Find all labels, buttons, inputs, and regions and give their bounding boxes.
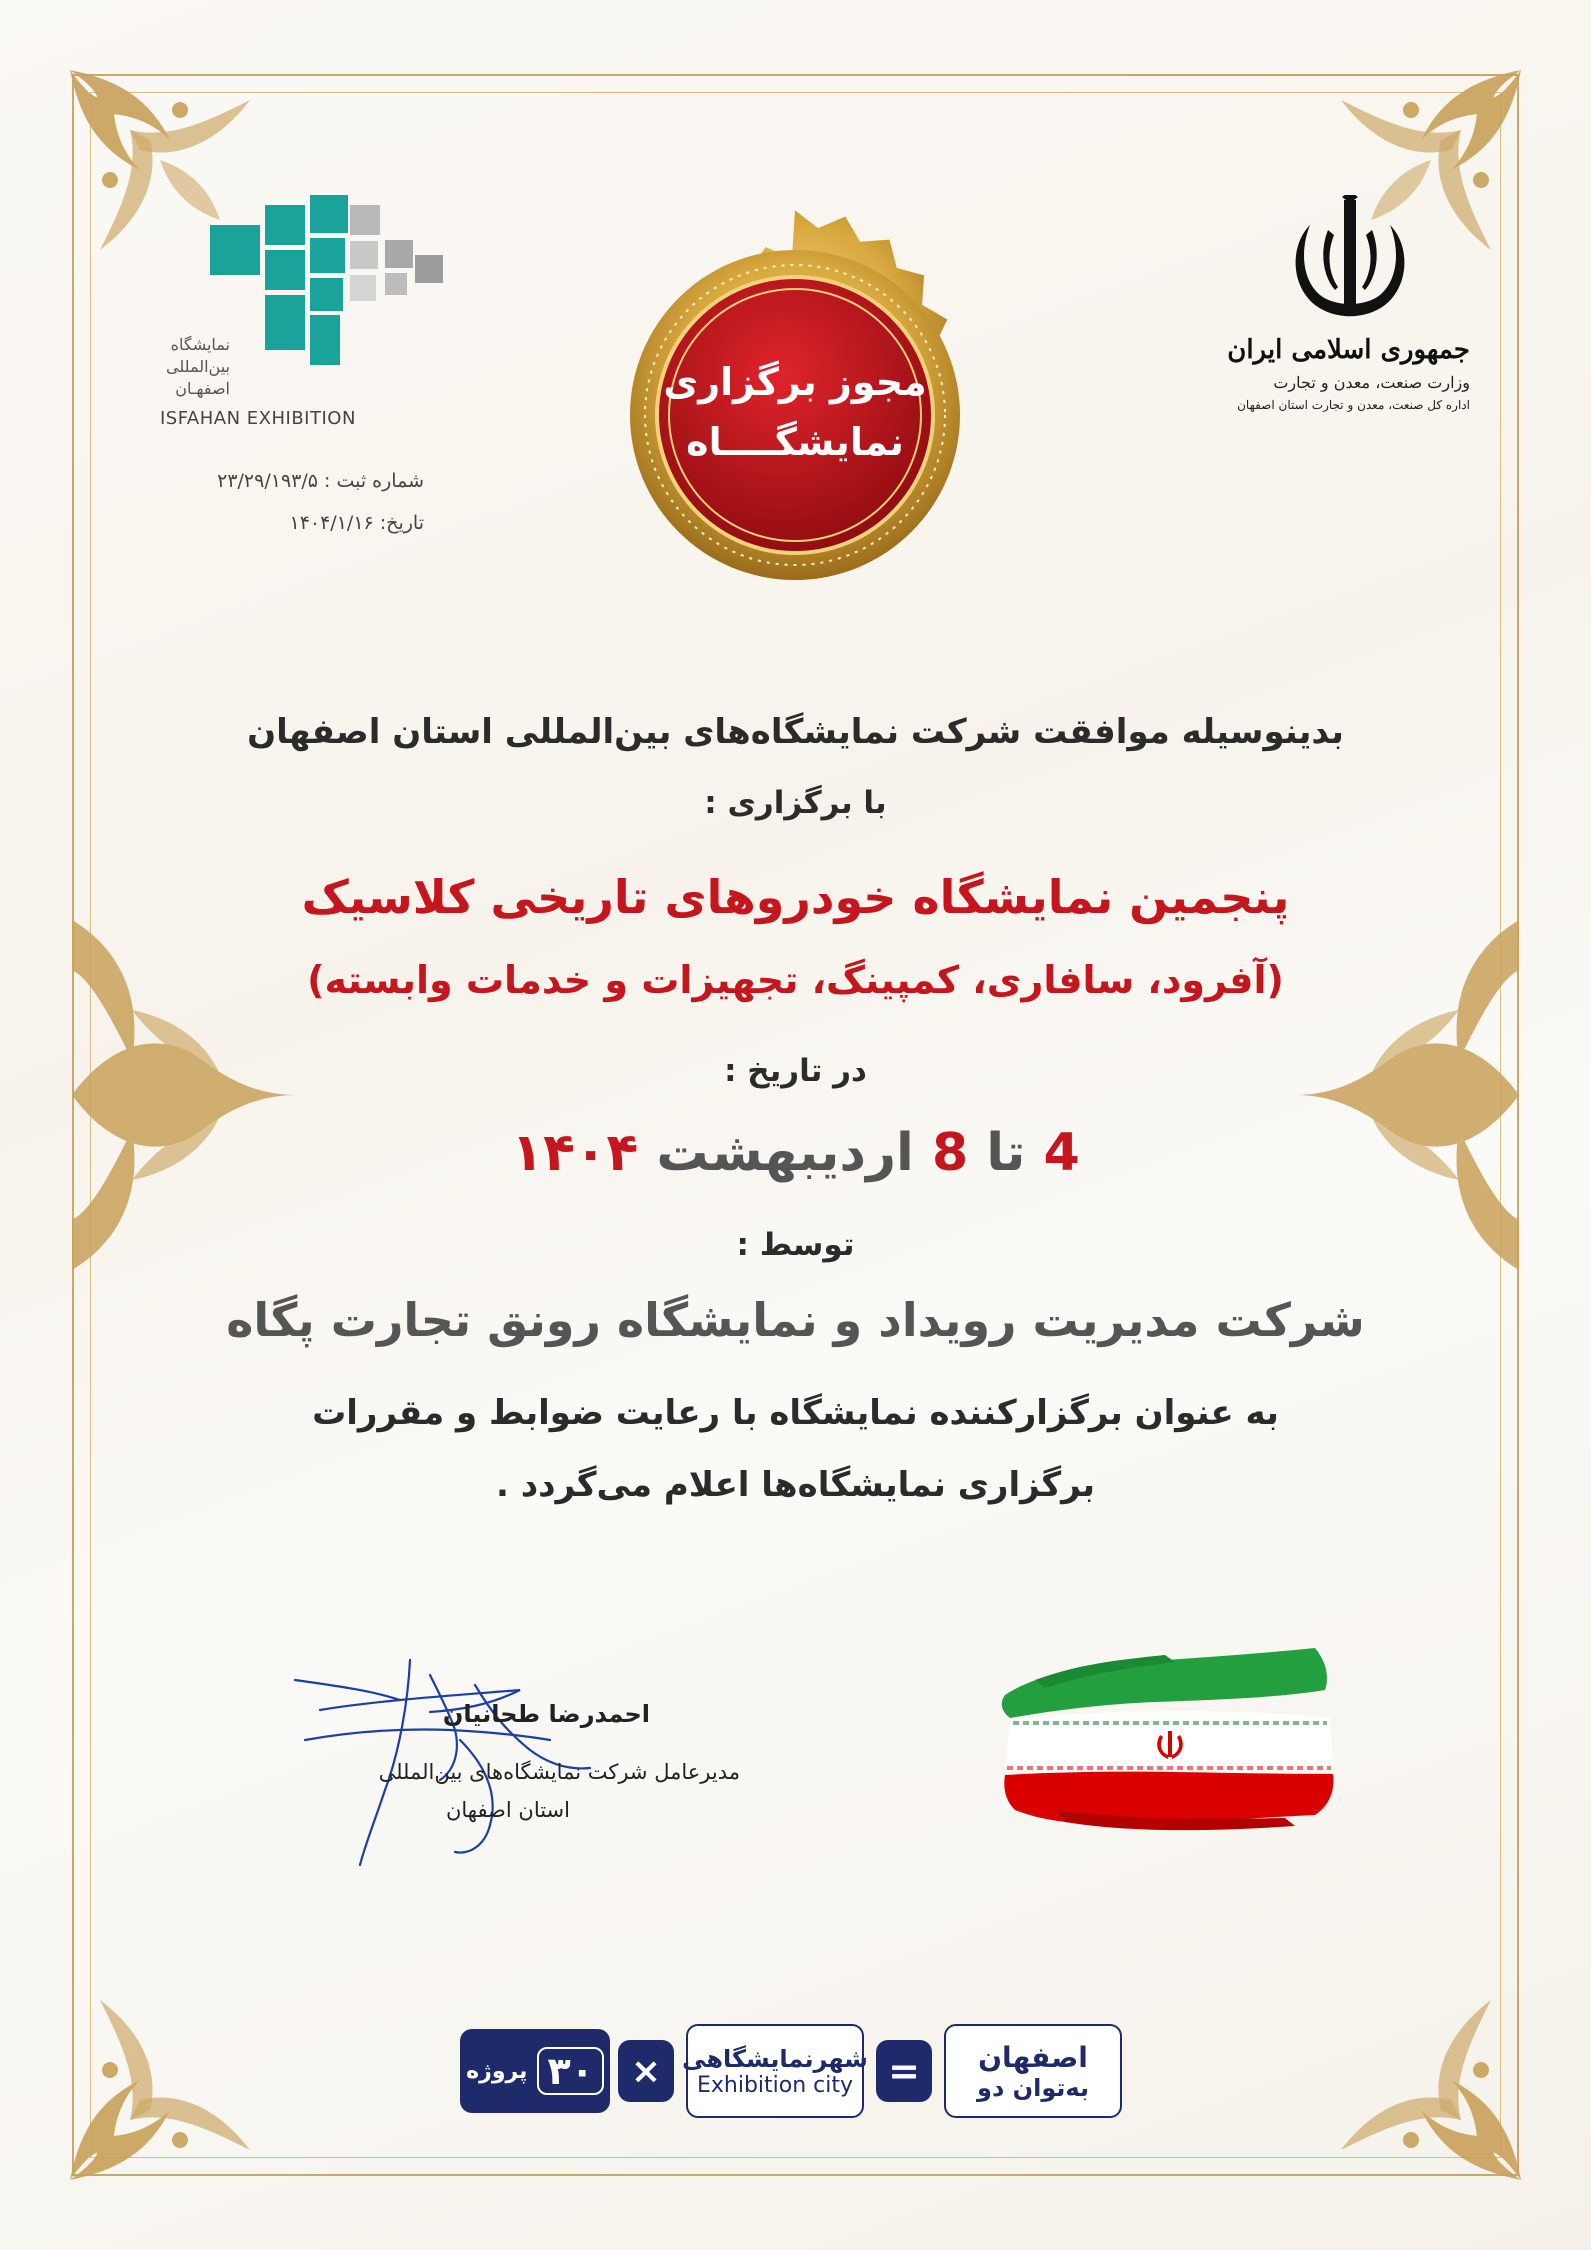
isfahan-exhibition-logo bbox=[160, 195, 490, 435]
gov-line3: اداره کل صنعت، معدن و تجارت استان اصفهان bbox=[1237, 398, 1470, 412]
isfahan-logo-fa-line3: اصفهـان bbox=[175, 379, 230, 398]
iran-flag-icon bbox=[995, 1640, 1345, 1840]
isfahan-logo-fa-line2: بین‌المللی bbox=[166, 357, 230, 376]
registration-number bbox=[217, 470, 424, 492]
closing-line2: برگزاری نمایشگاه‌ها اعلام می‌گردد . bbox=[495, 1465, 1096, 1505]
issue-date bbox=[289, 512, 424, 534]
issue-date-label: تاریخ: bbox=[379, 512, 424, 534]
project-30-number: ۳۰ bbox=[537, 2047, 603, 2095]
seal-text-line2: نمایشگــــاه bbox=[686, 420, 904, 464]
project-30-badge bbox=[460, 2029, 610, 2113]
isfahan-logo-en: ISFAHAN EXHIBITION bbox=[160, 408, 356, 429]
seal-badge-icon bbox=[580, 205, 1010, 625]
ornament-bottom-left bbox=[60, 1970, 290, 2190]
times-symbol: × bbox=[630, 2050, 662, 2092]
exhibition-city-badge bbox=[682, 2024, 868, 2118]
registration-value: ۲۳/۲۹/۱۹۳/۵ bbox=[217, 470, 318, 492]
license-seal bbox=[580, 205, 1010, 625]
signer-title-line2: استان اصفهان bbox=[445, 1798, 570, 1822]
date-year: ۱۴۰۴ bbox=[511, 1123, 639, 1183]
body-line2: با برگزاری : bbox=[704, 785, 887, 821]
isfahan-exhibition-logo-mark bbox=[210, 195, 490, 395]
isfahan-slogan-line2: به‌توان دو bbox=[977, 2073, 1089, 2102]
exhibition-city-fa: شهرنمایشگاهی bbox=[682, 2044, 868, 2073]
by-label: توسط : bbox=[736, 1227, 855, 1263]
project-30-word: پروژه bbox=[466, 2058, 528, 2084]
event-subtitle: (آفرود، سافاری، کمپینگ، تجهیزات و خدمات وابسته) bbox=[307, 958, 1284, 1002]
date-to: 8 bbox=[932, 1123, 969, 1183]
gov-line2: وزارت صنعت، معدن و تجارت bbox=[1273, 373, 1470, 392]
gov-line1: جمهوری اسلامی ایران bbox=[1227, 335, 1470, 365]
signer-name: احمدرضا طحانیان bbox=[442, 1700, 650, 1728]
date-month: اردیبهشت bbox=[656, 1123, 914, 1183]
date-from: 4 bbox=[1043, 1123, 1080, 1183]
event-date bbox=[0, 1123, 1591, 1183]
iran-emblem-icon bbox=[1280, 195, 1420, 325]
exhibition-city-en: Exhibition city bbox=[696, 2072, 854, 2098]
times-badge bbox=[618, 2040, 674, 2102]
isfahan-squared-badge bbox=[944, 2024, 1122, 2118]
seal-text-line1: مجوز برگزاری bbox=[663, 360, 927, 404]
signer-title-line1: مدیرعامل شرکت نمایشگاه‌های بین‌المللی bbox=[378, 1760, 740, 1784]
date-sep: تا bbox=[986, 1123, 1026, 1183]
organizer-name: شرکت مدیریت رویداد و نمایشگاه رونق تجارت پگاه bbox=[226, 1293, 1365, 1347]
closing-line1: به عنوان برگزارکننده نمایشگاه با رعایت ضوابط و مقررات bbox=[312, 1393, 1279, 1433]
isfahan-slogan-line1: اصفهان bbox=[978, 2040, 1088, 2074]
equals-badge bbox=[876, 2040, 932, 2102]
isfahan-logo-fa-line1: نمایشگاه bbox=[170, 335, 230, 354]
signature-block bbox=[270, 1640, 740, 1880]
government-emblem bbox=[1227, 195, 1470, 435]
issue-date-value: ۱۴۰۴/۱/۱۶ bbox=[289, 512, 374, 534]
ornament-bottom-right bbox=[1301, 1970, 1531, 2190]
event-title: پنجمین نمایشگاه خودروهای تاریخی کلاسیک bbox=[301, 870, 1290, 924]
equals-symbol: = bbox=[888, 2049, 920, 2093]
body-line1: بدینوسیله موافقت شرکت نمایشگاه‌های بین‌المللی استان اصفهان bbox=[247, 712, 1344, 752]
date-intro: در تاریخ : bbox=[724, 1053, 867, 1089]
registration-label: شماره ثبت : bbox=[324, 470, 424, 492]
